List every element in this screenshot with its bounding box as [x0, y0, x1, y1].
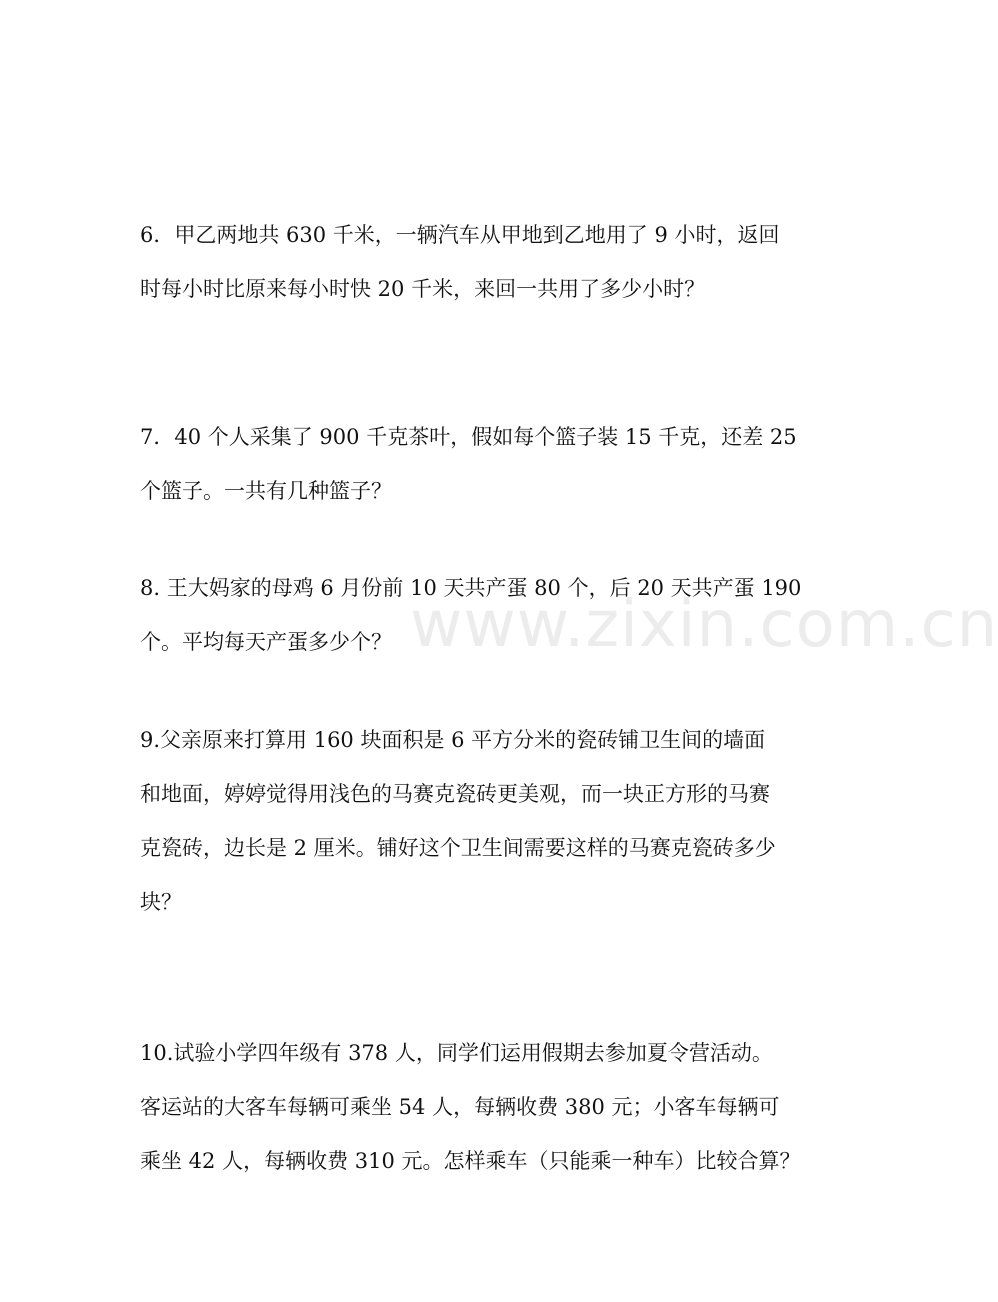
problem-7: [140, 410, 800, 518]
problem-9-line-2: 和地面，婷婷觉得用浅色的马赛克瓷砖更美观，而一块正方形的马赛: [140, 782, 770, 806]
problem-9-line-1: 9.父亲原来打算用 160 块面积是 6 平方分米的瓷砖铺卫生间的墙面: [140, 728, 766, 752]
problem-6: [140, 208, 800, 316]
problem-6-line-2: 时每小时比原来每小时快 20 千米，来回一共用了多少小时？: [140, 277, 706, 301]
problem-10-line-2: 客运站的大客车每辆可乘坐 54 人，每辆收费 380 元；小客车每辆可: [140, 1095, 780, 1119]
problem-7-line-1: 7．40 个人采集了 900 千克茶叶，假如每个篮子装 15 千克，还差 25: [140, 425, 797, 449]
problem-8: [140, 561, 800, 669]
problem-9-line-4: 块？: [140, 890, 182, 914]
problem-9-line-3: 克瓷砖，边长是 2 厘米。铺好这个卫生间需要这样的马赛克瓷砖多少: [140, 836, 776, 860]
problem-8-line-1: 8. 王大妈家的母鸡 6 月份前 10 天共产蛋 80 个，后 20 天共产蛋 190: [140, 576, 802, 600]
problem-10: [140, 1026, 800, 1188]
problem-9: [140, 713, 800, 929]
watermark: www.zixin.com.cn: [410, 588, 998, 662]
problem-8-line-2: 个。平均每天产蛋多少个？: [140, 630, 392, 654]
problem-6-line-1: 6．甲乙两地共 630 千米，一辆汽车从甲地到乙地用了 9 小时，返回: [140, 223, 780, 247]
problem-10-line-3: 乘坐 42 人，每辆收费 310 元。怎样乘车（只能乘一种车）比较合算？: [140, 1149, 801, 1173]
problem-10-line-1: 10.试验小学四年级有 378 人，同学们运用假期去参加夏令营活动。: [140, 1041, 773, 1065]
problem-7-line-2: 个篮子。一共有几种篮子？: [140, 479, 392, 503]
